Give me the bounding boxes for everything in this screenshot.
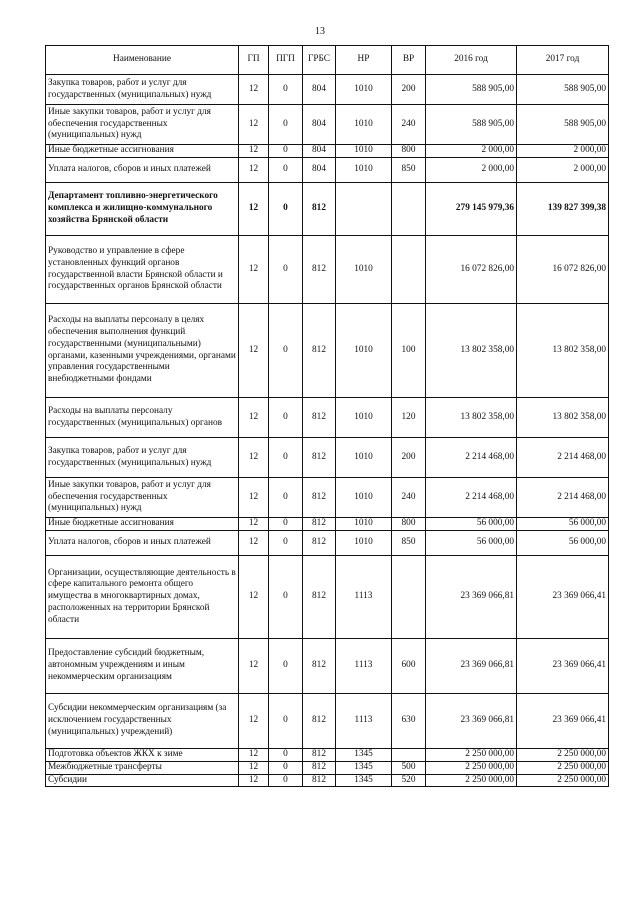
- cell-2017: 23 369 066,41: [517, 694, 609, 749]
- cell-name: Межбюджетные трансферты: [46, 761, 239, 774]
- cell-vr: 630: [392, 694, 426, 749]
- cell-2016: 13 802 358,00: [426, 398, 517, 438]
- cell-2017: 56 000,00: [517, 531, 609, 556]
- cell-gp: 12: [239, 556, 269, 639]
- cell-nr: 1113: [336, 639, 392, 694]
- cell-gp: 12: [239, 105, 269, 145]
- cell-2017: 56 000,00: [517, 518, 609, 531]
- cell-vr: 850: [392, 158, 426, 183]
- cell-nr: 1010: [336, 304, 392, 398]
- column-header-2016: 2016 год: [426, 46, 517, 75]
- column-header-vr: ВР: [392, 46, 426, 75]
- page-number: 13: [315, 26, 325, 37]
- cell-grbs: 812: [303, 183, 336, 236]
- column-header-name: Наименование: [46, 46, 239, 75]
- cell-nr: 1010: [336, 75, 392, 105]
- cell-2016: 2 214 468,00: [426, 438, 517, 478]
- table-row: [46, 75, 609, 105]
- table-row: [46, 531, 609, 556]
- cell-vr: [392, 236, 426, 304]
- cell-name: Иные бюджетные ассигнования: [46, 145, 239, 158]
- cell-gp: 12: [239, 478, 269, 518]
- cell-name: Расходы на выплаты персоналу в целях обеспечения выполнения функций государственными (муниципальными) органами, казенными учреждениями, органами управления государственными внебюджетными фондами: [46, 304, 239, 398]
- cell-2016: 2 250 000,00: [426, 749, 517, 762]
- column-header-pgp: ПГП: [269, 46, 303, 75]
- cell-gp: 12: [239, 694, 269, 749]
- cell-grbs: 812: [303, 749, 336, 762]
- cell-vr: 850: [392, 531, 426, 556]
- cell-grbs: 804: [303, 105, 336, 145]
- cell-2017: 2 214 468,00: [517, 478, 609, 518]
- table-row: [46, 438, 609, 478]
- table-row: [46, 749, 609, 762]
- table-row: [46, 183, 609, 236]
- column-header-grbs: ГРБС: [303, 46, 336, 75]
- cell-name: Уплата налогов, сборов и иных платежей: [46, 531, 239, 556]
- cell-vr: 600: [392, 639, 426, 694]
- cell-pgp: 0: [269, 105, 303, 145]
- cell-vr: [392, 183, 426, 236]
- cell-pgp: 0: [269, 694, 303, 749]
- cell-vr: 100: [392, 304, 426, 398]
- cell-vr: [392, 556, 426, 639]
- cell-2017: 588 905,00: [517, 105, 609, 145]
- cell-grbs: 812: [303, 774, 336, 787]
- table-row: [46, 556, 609, 639]
- cell-2017: 2 250 000,00: [517, 749, 609, 762]
- cell-2017: 23 369 066,41: [517, 556, 609, 639]
- cell-grbs: 812: [303, 639, 336, 694]
- cell-nr: 1010: [336, 438, 392, 478]
- budget-table: [45, 45, 609, 787]
- cell-grbs: 812: [303, 556, 336, 639]
- cell-name: Иные бюджетные ассигнования: [46, 518, 239, 531]
- cell-nr: 1010: [336, 478, 392, 518]
- cell-vr: 240: [392, 105, 426, 145]
- cell-grbs: 804: [303, 75, 336, 105]
- cell-2016: 588 905,00: [426, 105, 517, 145]
- cell-2017: 13 802 358,00: [517, 398, 609, 438]
- cell-vr: 500: [392, 761, 426, 774]
- cell-grbs: 812: [303, 518, 336, 531]
- cell-2016: 13 802 358,00: [426, 304, 517, 398]
- column-header-nr: НР: [336, 46, 392, 75]
- cell-nr: 1010: [336, 236, 392, 304]
- cell-2017: 13 802 358,00: [517, 304, 609, 398]
- cell-grbs: 812: [303, 694, 336, 749]
- cell-name: Руководство и управление в сфере установленных функций органов государственной власти Брянской области и государственных органов Брянской области: [46, 236, 239, 304]
- cell-name: Уплата налогов, сборов и иных платежей: [46, 158, 239, 183]
- cell-pgp: 0: [269, 145, 303, 158]
- cell-grbs: 812: [303, 531, 336, 556]
- cell-grbs: 812: [303, 761, 336, 774]
- cell-nr: [336, 183, 392, 236]
- cell-gp: 12: [239, 518, 269, 531]
- table-row: [46, 304, 609, 398]
- cell-nr: 1345: [336, 749, 392, 762]
- cell-nr: 1113: [336, 556, 392, 639]
- cell-pgp: 0: [269, 761, 303, 774]
- cell-gp: 12: [239, 749, 269, 762]
- cell-vr: [392, 749, 426, 762]
- cell-nr: 1010: [336, 518, 392, 531]
- cell-gp: 12: [239, 304, 269, 398]
- table-row: [46, 639, 609, 694]
- cell-nr: 1010: [336, 398, 392, 438]
- table-row: [46, 105, 609, 145]
- cell-2016: 56 000,00: [426, 531, 517, 556]
- cell-pgp: 0: [269, 398, 303, 438]
- cell-2017: 2 214 468,00: [517, 438, 609, 478]
- cell-2016: 279 145 979,36: [426, 183, 517, 236]
- cell-grbs: 812: [303, 236, 336, 304]
- cell-2017: 139 827 399,38: [517, 183, 609, 236]
- cell-2017: 2 000,00: [517, 145, 609, 158]
- table-row: [46, 761, 609, 774]
- cell-2016: 2 000,00: [426, 158, 517, 183]
- cell-gp: 12: [239, 761, 269, 774]
- cell-2016: 2 250 000,00: [426, 761, 517, 774]
- cell-2017: 2 250 000,00: [517, 774, 609, 787]
- cell-gp: 12: [239, 183, 269, 236]
- table-row: [46, 478, 609, 518]
- table-row: [46, 236, 609, 304]
- cell-gp: 12: [239, 158, 269, 183]
- cell-name: Департамент топливно-энергетического комплекса и жилищно-коммунального хозяйства Брянской области: [46, 183, 239, 236]
- cell-grbs: 804: [303, 145, 336, 158]
- cell-name: Иные закупки товаров, работ и услуг для обеспечения государственных (муниципальных) нужд: [46, 105, 239, 145]
- cell-gp: 12: [239, 145, 269, 158]
- cell-name: Организации, осуществляющие деятельность в сфере капитального ремонта общего имущества в многоквартирных домах, расположенных на территории Брянской области: [46, 556, 239, 639]
- cell-2017: 2 000,00: [517, 158, 609, 183]
- cell-pgp: 0: [269, 639, 303, 694]
- cell-nr: 1113: [336, 694, 392, 749]
- column-header-gp: ГП: [239, 46, 269, 75]
- cell-pgp: 0: [269, 478, 303, 518]
- cell-name: Расходы на выплаты персоналу государственных (муниципальных) органов: [46, 398, 239, 438]
- cell-pgp: 0: [269, 531, 303, 556]
- cell-nr: 1345: [336, 774, 392, 787]
- cell-name: Подготовка объектов ЖКХ к зиме: [46, 749, 239, 762]
- cell-gp: 12: [239, 236, 269, 304]
- cell-nr: 1345: [336, 761, 392, 774]
- cell-2016: 23 369 066,81: [426, 556, 517, 639]
- table-header-row: [46, 46, 609, 75]
- cell-2016: 23 369 066,81: [426, 639, 517, 694]
- cell-name: Иные закупки товаров, работ и услуг для обеспечения государственных (муниципальных) нужд: [46, 478, 239, 518]
- cell-grbs: 804: [303, 158, 336, 183]
- cell-pgp: 0: [269, 438, 303, 478]
- cell-gp: 12: [239, 774, 269, 787]
- table-row: [46, 398, 609, 438]
- cell-name: Закупка товаров, работ и услуг для государственных (муниципальных) нужд: [46, 438, 239, 478]
- cell-pgp: 0: [269, 158, 303, 183]
- cell-name: Предоставление субсидий бюджетным, автономным учреждениям и иным некоммерческим организациям: [46, 639, 239, 694]
- cell-vr: 800: [392, 145, 426, 158]
- cell-gp: 12: [239, 531, 269, 556]
- cell-2017: 16 072 826,00: [517, 236, 609, 304]
- table-row: [46, 774, 609, 787]
- cell-grbs: 812: [303, 398, 336, 438]
- cell-vr: 800: [392, 518, 426, 531]
- cell-pgp: 0: [269, 556, 303, 639]
- table-row: [46, 694, 609, 749]
- cell-2017: 2 250 000,00: [517, 761, 609, 774]
- cell-nr: 1010: [336, 531, 392, 556]
- cell-pgp: 0: [269, 749, 303, 762]
- cell-2016: 2 000,00: [426, 145, 517, 158]
- table-row: [46, 518, 609, 531]
- cell-2017: 588 905,00: [517, 75, 609, 105]
- cell-vr: 520: [392, 774, 426, 787]
- cell-pgp: 0: [269, 774, 303, 787]
- cell-pgp: 0: [269, 304, 303, 398]
- cell-2016: 56 000,00: [426, 518, 517, 531]
- cell-2016: 588 905,00: [426, 75, 517, 105]
- cell-pgp: 0: [269, 236, 303, 304]
- cell-2016: 2 250 000,00: [426, 774, 517, 787]
- cell-pgp: 0: [269, 518, 303, 531]
- cell-gp: 12: [239, 639, 269, 694]
- cell-name: Субсидии: [46, 774, 239, 787]
- cell-grbs: 812: [303, 304, 336, 398]
- cell-vr: 120: [392, 398, 426, 438]
- cell-vr: 240: [392, 478, 426, 518]
- cell-gp: 12: [239, 398, 269, 438]
- cell-2016: 2 214 468,00: [426, 478, 517, 518]
- cell-vr: 200: [392, 438, 426, 478]
- cell-pgp: 0: [269, 75, 303, 105]
- table-row: [46, 158, 609, 183]
- cell-pgp: 0: [269, 183, 303, 236]
- cell-nr: 1010: [336, 145, 392, 158]
- cell-gp: 12: [239, 438, 269, 478]
- cell-grbs: 812: [303, 478, 336, 518]
- cell-name: Субсидии некоммерческим организациям (за исключением государственных (муниципальных) учреждений): [46, 694, 239, 749]
- table-row: [46, 145, 609, 158]
- cell-vr: 200: [392, 75, 426, 105]
- cell-grbs: 812: [303, 438, 336, 478]
- cell-2017: 23 369 066,41: [517, 639, 609, 694]
- cell-2016: 23 369 066,81: [426, 694, 517, 749]
- column-header-2017: 2017 год: [517, 46, 609, 75]
- cell-2016: 16 072 826,00: [426, 236, 517, 304]
- cell-nr: 1010: [336, 158, 392, 183]
- cell-gp: 12: [239, 75, 269, 105]
- cell-nr: 1010: [336, 105, 392, 145]
- cell-name: Закупка товаров, работ и услуг для государственных (муниципальных) нужд: [46, 75, 239, 105]
